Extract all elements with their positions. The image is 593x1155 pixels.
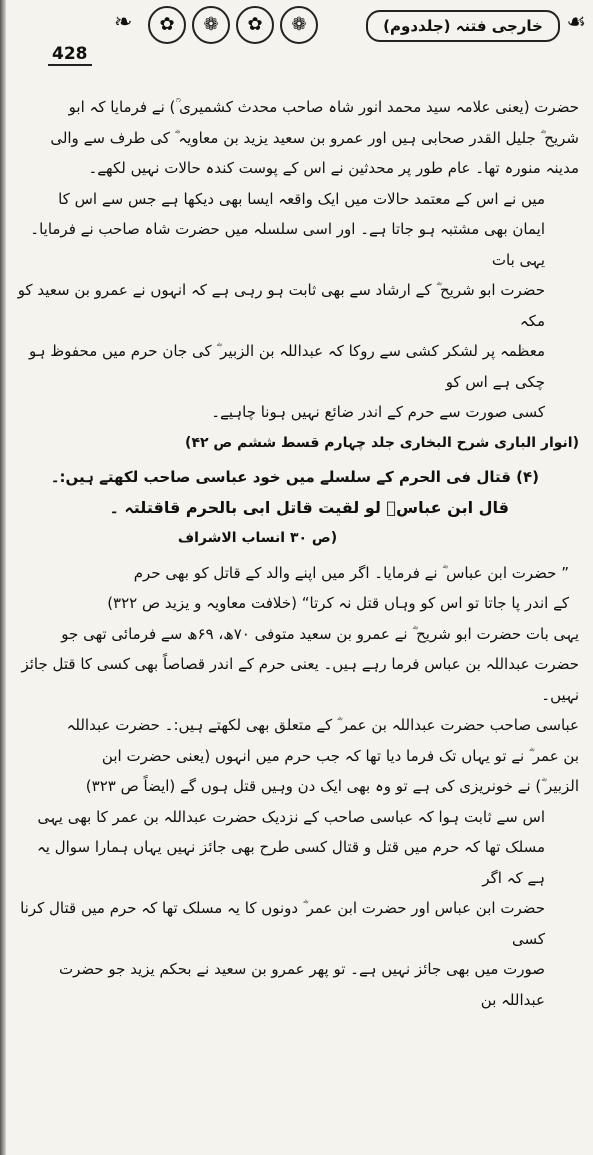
paragraph-p4 [16, 462, 579, 493]
ornament-rosette-icon: ❁ [280, 6, 318, 44]
text-line: حضرت ابن عباس اور حضرت ابن عمر ؓ دونوں کا یہ مسلک تھا کہ حرم میں قتال کرنا کسی [20, 899, 545, 948]
text-line: بن عمر ؓ نے تو یہاں تک فرما دیا تھا کہ جب حرم میں انہوں (یعنی حضرت ابن [101, 746, 579, 765]
text-line: الزبیر ؓ) نے خونریزی کی ہے تو وہ بھی ایک دن وہیں قتل ہوں گے (ایضاً ص ۳۲۳) [85, 777, 579, 795]
left-flourish-icon: ❧ [114, 10, 133, 35]
text-line: میں نے اس کے معتمد حالات میں ایک واقعہ ایسا بھی دیکھا ہے جس سے اس کا [58, 189, 545, 208]
text-line: حضرت ابو شریح ؓ کے ارشاد سے بھی ثابت ہو رہی ہے کہ انہوں نے عمرو بن سعید کو مکہ [17, 281, 545, 330]
running-title: خارجی فتنہ (جلددوم) [366, 10, 560, 42]
text-line: صورت میں بھی جائز نہیں ہے۔ تو پھر عمرو بن سعید نے بحکم یزید جو حضرت عبداللہ بن [58, 960, 545, 1009]
paragraph-p2 [16, 184, 579, 428]
text-line: عباسی صاحب حضرت عبداللہ بن عمر ؓ کے متعلق بھی لکھتے ہیں:۔ حضرت عبداللہ [66, 716, 579, 734]
ornament-rosette-icon: ❁ [192, 6, 230, 44]
paragraph-p6 [16, 523, 579, 554]
page-body [16, 92, 579, 1015]
text-line: اس سے ثابت ہوا کہ عباسی صاحب کے نزدیک حضرت عبداللہ بن عمر کا بھی یہی [37, 807, 545, 826]
ornament-rosette-icon: ✿ [236, 6, 274, 44]
paragraph-p3 [16, 428, 579, 459]
text-line: معظمہ پر لشکر کشی سے روکا کہ عبداللہ بن الزبیر ؓ کی جان حرم میں محفوظ ہو چکی ہے اس کو [29, 342, 545, 391]
paragraph-p9 [16, 802, 579, 1016]
text-line: ایمان بھی مشتبہ ہو جاتا ہے۔ اور اسی سلسلہ میں حضرت شاہ صاحب نے فرمایا۔ یہی بات [30, 220, 545, 269]
text-line: کسی صورت سے حرم کے اندر ضائع نہیں ہونا چاہیے۔ [211, 403, 545, 421]
ornament-rosette-icon: ✿ [148, 6, 186, 44]
text-line: (۴) قتال فی الحرم کے سلسلے میں خود عباسی صاحب لکھتے ہیں:۔ [50, 468, 539, 486]
right-flourish-icon: ☙ [566, 10, 586, 35]
page-number: 428 [48, 44, 92, 66]
paragraph-p7 [16, 558, 579, 619]
text-line: (انوار الباری شرح البخاری جلد چہارم قسط ششم ص ۴۲) [185, 434, 579, 451]
text-line: حضرت عبداللہ بن عباس فرما رہے ہیں۔ یعنی حرم کے اندر قصاصاً بھی کسی کا قتل جائز نہیں۔ [21, 655, 579, 704]
text-line: (ص ۳۰ انساب الاشراف [177, 530, 338, 546]
text-line: مسلک تھا کہ حرم میں قتل و قتال کسی طرح بھی جائز نہیں یہاں ہمارا سوال یہ ہے کہ اگر [36, 838, 545, 887]
text-line: کے اندر پا جاتا تو اس کو وہاں قتل نہ کرتا“ (خلافت معاویہ و یزید ص ۳۲۲) [107, 594, 569, 612]
paragraph-p5 [16, 493, 579, 524]
page-binding-edge [0, 0, 6, 1155]
paragraph-p8 [16, 619, 579, 802]
text-line: مدینہ منورہ تھا۔ عام طور پر محدثین نے اس کے پوست کندہ حالات نہیں لکھے۔ [88, 159, 579, 177]
text-line: یہی بات حضرت ابو شریح ؓ نے عمرو بن سعید متوفی ۷۰ھ، ۶۹ھ سے فرمائی تھی جو [61, 624, 579, 643]
text-line: حضرت (یعنی علامہ سید محمد انور شاہ صاحب محدث کشمیری ؒ) نے فرمایا کہ ابو [68, 98, 579, 116]
paragraph-p1 [16, 92, 579, 184]
text-line: شریح ؓ جلیل القدر صحابی ہیں اور عمرو بن سعید یزید بن معاویہ ؓ کی طرف سے والی [50, 128, 579, 147]
page-header [88, 4, 588, 52]
text-line: قال ابن عباسؓ لو لقیت قاتل ابی بالحرم قاقتلتہ ۔ [109, 497, 509, 517]
text-line: ” حضرت ابن عباس ؓ نے فرمایا۔ اگر میں اپنے والد کے قاتل کو بھی حرم [133, 563, 569, 582]
